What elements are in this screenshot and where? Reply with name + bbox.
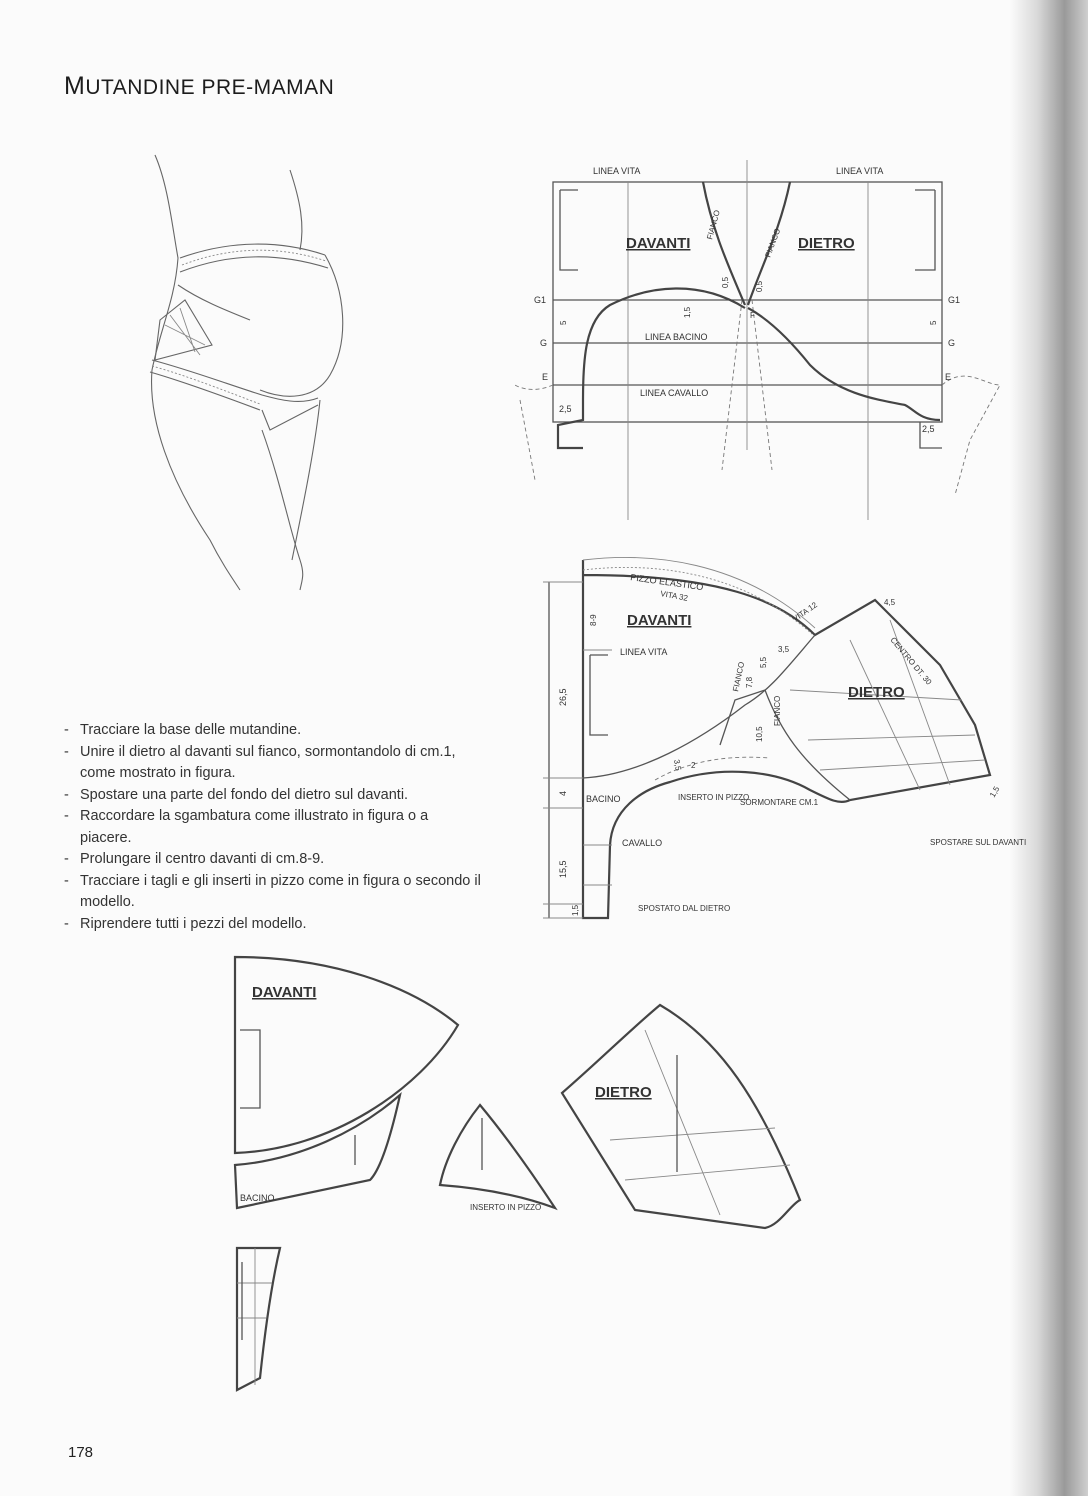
piece-inserto-label: INSERTO IN PIZZO xyxy=(470,1203,542,1212)
measure-label: 2,5 xyxy=(922,424,935,434)
measure-label: 10,5 xyxy=(755,726,764,742)
instruction-item: - Unire il dietro al davanti sul fianco, sormontandolo di cm.1, come mostrato in figura. xyxy=(62,742,482,785)
fianco-label: FIANCO xyxy=(731,660,747,693)
centro-dietro-label: CENTRO DT. 30 xyxy=(888,635,934,687)
vita-front-label: VITA 32 xyxy=(659,589,689,603)
sormontare-label: SORMONTARE CM.1 xyxy=(740,798,819,807)
piece-dietro-label: DIETRO xyxy=(595,1084,652,1101)
page-number: 178 xyxy=(68,1444,94,1461)
linea-vita-right-label: LINEA VITA xyxy=(836,166,884,176)
measure-label: 5 xyxy=(929,320,938,325)
fashion-sketch-illustration xyxy=(150,155,343,590)
cavallo-label: CAVALLO xyxy=(622,838,663,848)
instruction-item: - Tracciare i tagli e gli inserti in pizzo come in figura o secondo il modello. xyxy=(62,871,482,914)
davanti-label: DAVANTI xyxy=(627,612,692,629)
measure-label: 5 xyxy=(559,320,568,325)
measure-label: 7,8 xyxy=(745,676,754,688)
joined-pattern-diagram xyxy=(543,557,1026,918)
measure-label: 2 xyxy=(691,761,696,770)
g-left-label: G xyxy=(540,338,548,348)
measure-label: 5,5 xyxy=(759,656,768,668)
g-right-label: G xyxy=(948,338,956,348)
piece-davanti-label: DAVANTI xyxy=(252,984,317,1001)
linea-vita-label: LINEA VITA xyxy=(620,647,668,657)
inserto-label: INSERTO IN PIZZO xyxy=(678,793,750,802)
e-right-label: E xyxy=(945,372,952,382)
g1-right-label: G1 xyxy=(948,295,961,305)
measure-label: 2,5 xyxy=(559,404,572,414)
instruction-item: - Raccordare la sgambatura come illustrato in figura o a piacere. xyxy=(62,806,482,849)
instruction-item: - Riprendere tutti i pezzi del modello. xyxy=(62,914,482,936)
f-point-label: F xyxy=(750,311,755,320)
vita-back-label: VITA 12 xyxy=(790,600,819,624)
instruction-item: - Tracciare la base delle mutandine. xyxy=(62,720,482,742)
dietro-label: DIETRO xyxy=(798,235,855,252)
pattern-pieces xyxy=(235,957,800,1390)
dietro-label: DIETRO xyxy=(848,684,905,701)
measure-label: 4,5 xyxy=(884,598,896,607)
linea-vita-left-label: LINEA VITA xyxy=(593,166,641,176)
piece-bacino-label: BACINO xyxy=(240,1193,275,1203)
measure-label: 1,5 xyxy=(987,784,1002,799)
measure-label: 1,5 xyxy=(683,306,692,318)
fianco-left-label: FIANCO xyxy=(705,208,722,241)
fianco-right-label: FIANCO xyxy=(763,227,783,259)
bacino-label: BACINO xyxy=(586,794,621,804)
page-title: MUTANDINE PRE-MAMAN xyxy=(64,72,335,100)
fianco-label: FIANCO xyxy=(773,695,782,726)
measure-label: 1,5 xyxy=(571,904,580,916)
base-pattern-diagram xyxy=(515,160,1000,520)
instruction-item: - Prolungare il centro davanti di cm.8-9. xyxy=(62,849,482,871)
measure-label: 15,5 xyxy=(558,860,568,878)
spostato-label: SPOSTATO DAL DIETRO xyxy=(638,904,731,913)
measure-label: 0,5 xyxy=(721,276,730,288)
linea-cavallo-label: LINEA CAVALLO xyxy=(640,388,709,398)
measure-label: 0,5 xyxy=(755,280,764,292)
spostare-label: SPOSTARE SUL DAVANTI xyxy=(930,838,1027,847)
measure-label: 8-9 xyxy=(589,614,598,626)
pizzo-elastico-label: PIZZO ELASTICO xyxy=(629,572,704,593)
instruction-item: - Spostare una parte del fondo del dietro sul davanti. xyxy=(62,785,482,807)
e-left-label: E xyxy=(542,372,549,382)
linea-bacino-label: LINEA BACINO xyxy=(645,332,708,342)
davanti-label: DAVANTI xyxy=(626,235,691,252)
measure-label: 26,5 xyxy=(558,688,568,706)
measure-label: 3,5 xyxy=(672,758,683,772)
measure-label: 3,5 xyxy=(778,645,790,654)
measure-label: 4 xyxy=(558,790,568,796)
g1-left-label: G1 xyxy=(534,295,547,305)
